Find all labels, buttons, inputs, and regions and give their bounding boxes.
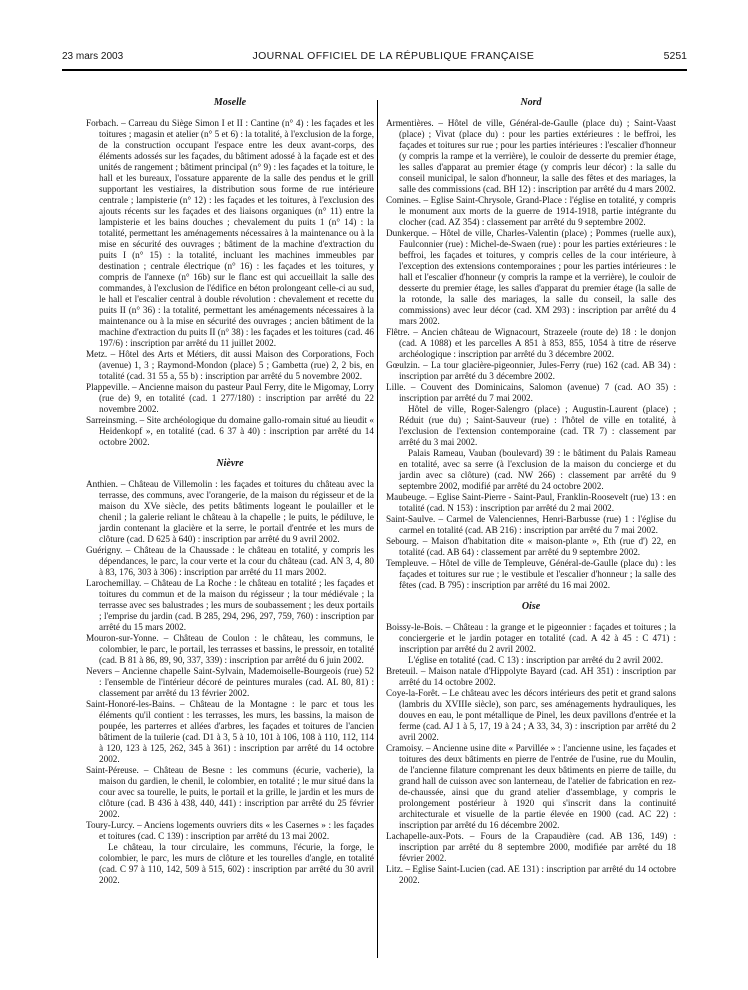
page-number: 5251 [663,50,687,62]
entry-boissy-le-bois-eglise: L'église en totalité (cad. C 13) : inscription par arrêté du 2 avril 2002. [408,655,663,665]
entry-metz: Metz. – Hôtel des Arts et Métiers, dit aussi Maison des Corporations, Foch (avenue) 1, 3 ; Raymond-Mondon (place) 5 ; Gambetta (rue) 2, 2 bis, en totalité (cad. 31 55 a, 55 b) : inscription par arrêté du 5 novembre 2002. [86,349,374,381]
journal-title: JOURNAL OFFICIEL DE LA RÉPUBLIQUE FRANÇAISE [252,50,535,62]
entry-plappeville: Plappeville. – Ancienne maison du pasteur Paul Ferry, dite le Migomay, Lorry (rue de) 9, en totalité (cad. 1 277/180) : inscription par arrêté du 22 novembre 2002. [86,382,374,414]
entry-maubeuge: Maubeuge. – Eglise Saint-Pierre - Saint-Paul, Franklin-Roosevelt (rue) 13 : en totalité (cad. N 153) : inscription par arrêté du 2 mai 2002. [386,492,676,513]
entry-goeulzin: Gœulzin. – La tour glacière-pigeonnier, Jules-Ferry (rue) 162 (cad. AB 34) : inscription par arrêté du 3 décembre 2002. [386,360,676,381]
entry-coye-la-foret: Coye-la-Forêt. – Le château avec les décors intérieurs des petit et grand salons (lambris du XVIIIe siècle), son parc, ses aménagements hydrauliques, les douves en eau, le pont métallique de Pinel, les deux pavillons d'entrée et la ferme (cad. AJ 1 à 5, 17, 19 à 24 ; A 33, 34, 3) : inscription par arrêté du 2 avril 2002. [386,688,676,742]
entry-anthien: Anthien. – Château de Villemolin : les façades et toitures du château avec la terrasse, des communs, avec l'orangerie, de la maison du régisseur et de la maison du XVe siècle, des petits bâtiments logeant le poulailler et le chenil ; la galerie reliant le château à la chapelle ; le puits, le pédiluve, le jardin contenant la glacière et la serre, le portail d'entrée et les murs de clôture (cad. D 625 à 640) : inscription par arrêté du 9 avril 2002. [86,479,374,544]
entry-lachapelle-aux-pots: Lachapelle-aux-Pots. – Fours de la Crapaudière (cad. AB 136, 149) : inscription par arrêté du 8 septembre 2000, modifiée par arrêté du 18 février 2002. [386,831,676,863]
entry-saint-honore-les-bains: Saint-Honoré-les-Bains. – Château de la Montagne : le parc et tous les éléments qu'il contient : les terrasses, les murs, les bassins, la maison de poupée, les parterres et allées d'arbres, les façades et toitures de l'ancien bâtiment de la tuilerie (cad. D1 à 3, 5 à 10, 101 à 106, 108 à 110, 112, 114 à 120, 123 à 125, 262, 345 à 361) : inscription par arrêté du 14 octobre 2002. [86,699,374,764]
entry-toury-lurcy: Toury-Lurcy. – Anciens logements ouvriers dits « les Casernes » : les façades et toitures (cad. C 139) : inscription par arrêté du 13 mai 2002. [86,820,374,841]
left-column [86,97,374,886]
entry-guerigny: Guérigny. – Château de la Chaussade : le château en totalité, y compris les dépendances, le parc, la cour verte et la cour du château (cad. AN 3, 4, 80 à 83, 176, 303 à 306) : inscription par arrêté du 11 mars 2002. [86,545,374,577]
entry-dunkerque: Dunkerque. – Hôtel de ville, Charles-Valentin (place) ; Pommes (ruelle aux), Faulconnier (rue) : Michel-de-Swaen (rue) : pour les parties extérieures : le beffroi, les façades et toitures, y compris celles de la cour intérieure, à l'exception des extensions contemporaines ; pour les parties intérieures : le hall et l'escalier d'honneur (y compris la rampe et la verrière), le couloir de desserte du premier étage, les salles d'apparat du premier étage (la salle de la rotonde, la salle des mariages, la salle du conseil, la salle des commissions) avec leur décor (cad. XM 293) : inscription par arrêté du 4 mars 2002. [386,228,676,326]
entry-lille-hotel-de-ville: Hôtel de ville, Roger-Salengro (place) ; Augustin-Laurent (place) ; Réduit (rue du) ; Saint-Sauveur (rue) : l'hôtel de ville en totalité, à l'exclusion de l'extension contemporaine (cad. TR 7) : classement par arrêté du 3 mai 2002. [399,404,676,447]
entry-fletre: Flêtre. – Ancien château de Wignacourt, Strazeele (route de) 18 : le donjon (cad. A 1088) et les parcelles A 851 à 853, 855, 1054 à titre de réserve archéologique : inscription par arrêté du 3 décembre 2002. [386,327,676,359]
entry-comines: Comines. – Eglise Saint-Chrysole, Grand-Place : l'église en totalité, y compris le monument aux morts de la guerre de 1914-1918, partie intégrante du clocher (cad. AZ 354) : classement par arrêté du 9 septembre 2002. [386,195,676,227]
entry-templeuve: Templeuve. – Hôtel de ville de Templeuve, Général-de-Gaulle (place du) : les façades et toitures sur rue ; le vestibule et l'escalier d'honneur ; la salle des fêtes (cad. B 795) : inscription par arrêté du 16 mai 2002. [386,558,676,590]
entry-forbach: Forbach. – Carreau du Siège Simon I et II : Cantine (n° 4) : les façades et les toitures ; magasin et atelier (n° 5 et 6) : la totalité, à l'exclusion de la forge, de la construction occupant l'espace entre les deux avant-corps, des éléments adossés sur les façades, du bâtiment adossé à la façade est et des unités de rangement ; bâtiment principal (n° 9) : les façades et la toiture, le hall et les bureaux, l'ossature apparente de la salle des pendus et le grill supportant les vestiaires, la distribution sous forme de rue intérieure centrale ; lampisterie (n° 12) : les façades et les toitures, à l'exclusion des ajouts récents sur les façades et des liaisons organiques (n° 11) entre la lampisterie et les bains douches ; chevalement du puits 1 (n° 14) : la totalité, permettant les aménagements nécessaires à la maintenance ou à la mise en sécurité des ouvrages ; bâtiment de la machine d'extraction du puits I (n° 15) : la totalité, incluant les machines immeubles par destination ; centrale électrique (n° 16) : les façades et les toitures, y compris de l'annexe (n° 16b) sur le flanc est qui accueillait la salle des commandes, à l'exclusion de l'édifice en béton prolongeant celle-ci au sud, le hall et l'escalier central à double révolution : chevalement et recette du puits II (n° 36) : la totalité, permettant les aménagements nécessaires à la maintenance ou à la mise en sécurité des ouvrages ; ancien bâtiment de la machine d'extraction du puits II (n° 38) : les façades et les toitures (cad. 46 197/6) : inscription par arrêté du 11 juillet 2002. [86,118,374,348]
entry-mouron-sur-yonne: Mouron-sur-Yonne. – Château de Coulon : le château, les communs, le colombier, le parc, le portail, les terrasses et bassins, le pressoir, en totalité (cad. B 81 à 86, 89, 90, 337, 339) : inscription par arrêté du 6 juin 2002. [86,633,374,665]
right-column [386,97,676,886]
entry-armentieres: Armentières. – Hôtel de ville, Général-de-Gaulle (place du) ; Saint-Vaast (place) ; Vivat (place du) : pour les parties extérieures : le beffroi, les façades et toitures sur rue ; pour les parties intérieures : l'escalier d'honneur (y compris la rampe et la verrière), le couloir de desserte du premier étage, les salles d'apparat au premier étage (y compris leur décor) : la salle du conseil municipal, le salon d'honneur, la salle des fêtes et des mariages, la salle des commissions (cad. BH 12) : inscription par arrêté du 4 mars 2002. [386,118,676,194]
header-date: 23 mars 2003 [62,51,124,62]
entry-boissy-le-bois: Boissy-le-Bois. – Château : la grange et le pigeonnier : façades et toitures ; la conciergerie et le jardin potager en totalité (cad. A 42 à 45 : C 471) : inscription par arrêté du 2 avril 2002. [386,622,676,654]
entry-nevers: Nevers – Ancienne chapelle Saint-Sylvain, Mademoiselle-Bourgeois (rue) 52 : l'ensemble de l'intérieur décoré de peintures murales (cad. AL 80, 81) : classement par arrêté du 13 février 2002. [86,666,374,698]
entry-toury-lurcy-chateau: Le château, la tour circulaire, les communs, l'écurie, la forge, le colombier, le parc, les murs de clôture et les tourelles d'angle, en totalité (cad. C 97 à 110, 142, 509 à 515, 602) : inscription par arrêté du 30 avril 2002. [99,842,374,885]
entry-breteuil: Breteuil. – Maison natale d'Hippolyte Bayard (cad. AH 351) : inscription par arrêté du 14 octobre 2002. [386,666,676,687]
header-rule [62,69,687,71]
entry-lille-palais-rameau: Palais Rameau, Vauban (boulevard) 39 : le bâtiment du Palais Rameau en totalité, avec sa serre (à l'exclusion de la maison du concierge et du jardin avec sa clôture) (cad. NW 266) : classement par arrêté du 9 septembre 2002, modifié par arrêté du 24 octobre 2002. [399,448,676,491]
entry-saint-saulve: Saint-Saulve. – Carmel de Valenciennes, Henri-Barbusse (rue) 1 : l'église du carmel en totalité (cad. AB 216) : inscription par arrêté du 7 mai 2002. [386,514,676,535]
entry-saint-pereuse: Saint-Péreuse. – Château de Besne : les communs (écurie, vacherie), la maison du gardien, le chenil, le colombier, en totalité ; le mur situé dans la cour avec sa tourelle, le puits, le portail et la grille, le jardin et les murs de clôture (cad. B 436 à 438, 440, 441) : inscription par arrêté du 25 février 2002. [86,765,374,819]
entry-sarreinsming: Sarreinsming. – Site archéologique du domaine gallo-romain situé au lieudit « Heidenkopf », en totalité (cad. 6 37 à 40) : inscription par arrêté du 14 octobre 2002. [86,415,374,447]
entry-litz: Litz. – Eglise Saint-Lucien (cad. AE 131) : inscription par arrêté du 14 octobre 2002. [386,864,676,885]
section-heading-nord: Nord [520,97,542,108]
entry-larochemillay: Larochemillay. – Château de La Roche : le château en totalité ; les façades et toitures du commun et de la maison du régisseur ; la tour médiévale ; la terrasse avec ses balustrades ; les murs de soubassement ; les deux portails ; l'emprise du jardin (cad. B 285, 294, 296, 297, 759, 760) : inscription par arrêté du 15 mars 2002. [86,578,374,632]
entry-lille: Lille. – Couvent des Dominicains, Salomon (avenue) 7 (cad. AO 35) : inscription par arrêté du 7 mai 2002. [386,382,676,403]
section-heading-moselle: Moselle [213,97,247,108]
entry-cramoisy: Cramoisy. – Ancienne usine dite « Parvillée » : l'ancienne usine, les façades et toitures des deux bâtiments en pierre de l'entrée de l'usine, rue du Moulin, de l'ancienne filature comprenant les deux bâtiments en pierre de taille, du grand hall de cuisson avec son lanterneau, de l'atelier de fabrication en rez-de-chaussée, ainsi que du grand atelier d'assemblage, y compris le prolongement postérieur à 1920 qui s'inscrit dans la continuité architecturale et visuelle de la partie élevée en 1900 (cad. AC 22) : inscription par arrêté du 16 décembre 2002. [386,743,676,830]
entry-sebourg: Sebourg. – Maison d'habitation dite « maison-plante », Eth (rue d') 22, en totalité (cad. AB 64) : classement par arrêté du 9 septembre 2002. [386,536,676,557]
section-heading-nievre: Nièvre [216,458,244,469]
section-heading-oise: Oise [521,601,541,612]
column-divider [377,100,378,958]
page-header [62,50,687,62]
